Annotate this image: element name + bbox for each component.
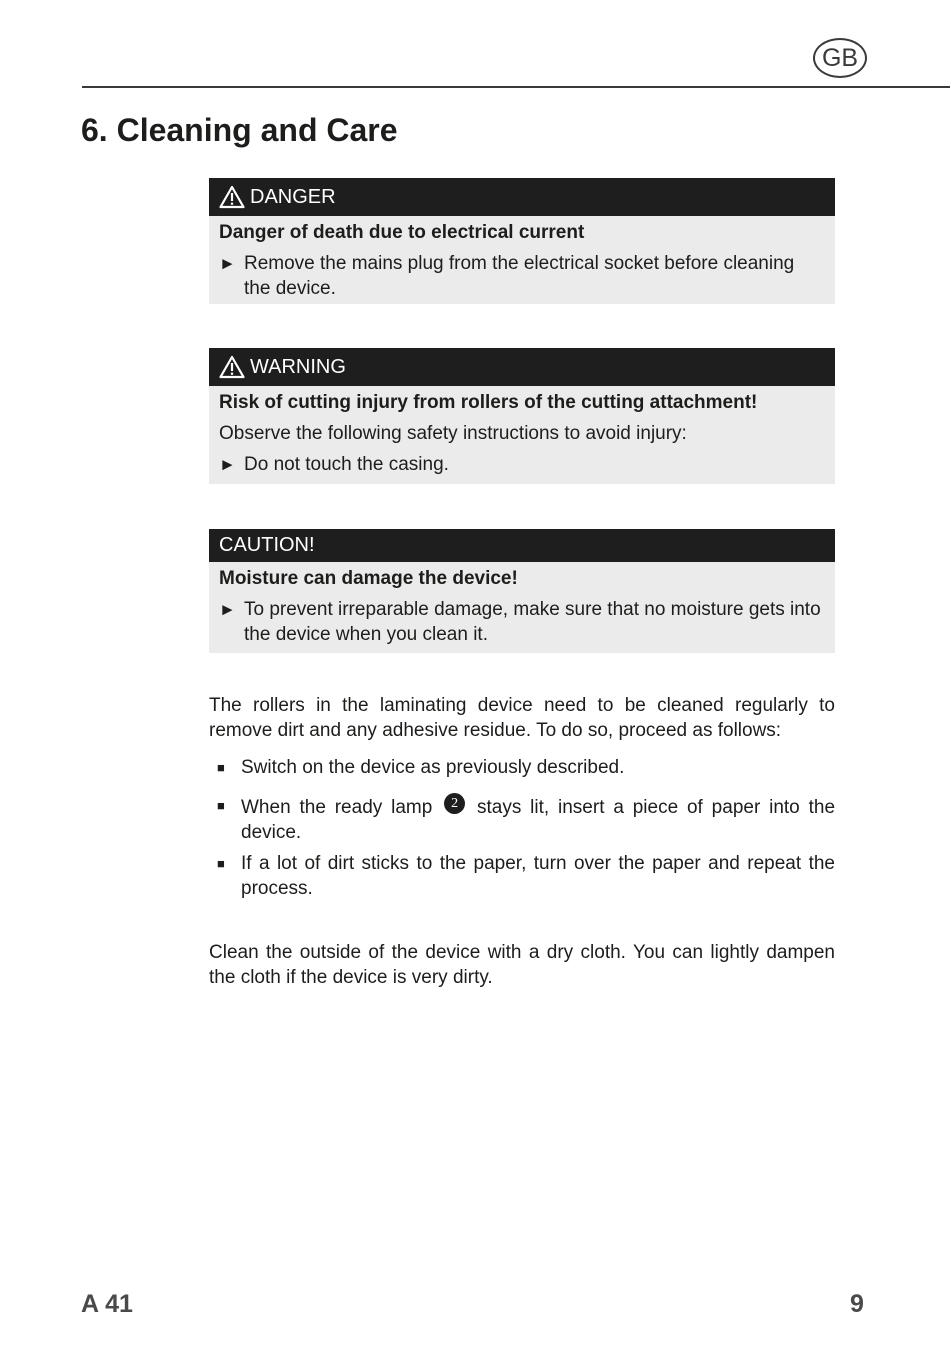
caution-label: CAUTION! [219, 534, 315, 556]
language-badge: GB [813, 38, 867, 78]
ready-lamp-reference: 2 [444, 793, 465, 814]
warning-step [219, 452, 825, 477]
intro-paragraph: The rollers in the laminating device need to be cleaned regularly to remove dirt and any adhesive residue. To do so, proceed as follows: [209, 695, 835, 741]
page-title: 6. Cleaning and Care [81, 112, 398, 148]
warning-label: WARNING [250, 355, 346, 378]
list-item-text: If a lot of dirt sticks to the paper, turn over the paper and repeat the process. [241, 853, 835, 899]
caution-subject: Moisture can damage the device! [219, 568, 518, 589]
warning-triangle-icon [219, 355, 245, 379]
warning-subject: Risk of cutting injury from rollers of the cutting attachment! [219, 392, 758, 413]
danger-step [219, 251, 825, 301]
list-item-text-after: stays lit, insert a piece of paper into the device. [241, 797, 836, 843]
danger-notice [209, 178, 835, 304]
footer-model: A 41 [81, 1290, 133, 1318]
danger-subject: Danger of death due to electrical current [219, 222, 585, 243]
arrow-right-icon: ► [219, 254, 236, 273]
list-item-text-before: When the ready lamp [241, 797, 433, 818]
danger-label: DANGER [250, 185, 336, 208]
danger-header [209, 178, 835, 216]
warning-header [209, 348, 835, 386]
warning-triangle-icon [219, 185, 245, 209]
list-item [217, 851, 835, 901]
square-bullet-icon: ■ [217, 798, 225, 813]
square-bullet-icon: ■ [217, 760, 225, 775]
header-rule [82, 86, 950, 88]
caution-step [219, 597, 825, 647]
list-item-text: Switch on the device as previously described. [241, 757, 625, 778]
caution-header [209, 529, 835, 562]
arrow-right-icon: ► [219, 600, 236, 619]
caution-notice [209, 529, 835, 653]
arrow-right-icon: ► [219, 455, 236, 474]
page-number: 9 [850, 1290, 864, 1318]
warning-notice [209, 348, 835, 484]
list-item [217, 755, 835, 780]
list-item-text [241, 793, 835, 845]
warning-step-text: Do not touch the casing. [244, 454, 449, 475]
caution-step-text: To prevent irreparable damage, make sure that no moisture gets into the device when you clean it. [244, 599, 821, 645]
outro-paragraph: Clean the outside of the device with a dry cloth. You can lightly dampen the cloth if the device is very dirty. [209, 942, 835, 988]
danger-step-text: Remove the mains plug from the electrical socket before cleaning the device. [244, 253, 795, 299]
warning-text: Observe the following safety instructions to avoid injury: [219, 423, 687, 444]
square-bullet-icon: ■ [217, 856, 225, 871]
list-item [217, 793, 835, 845]
